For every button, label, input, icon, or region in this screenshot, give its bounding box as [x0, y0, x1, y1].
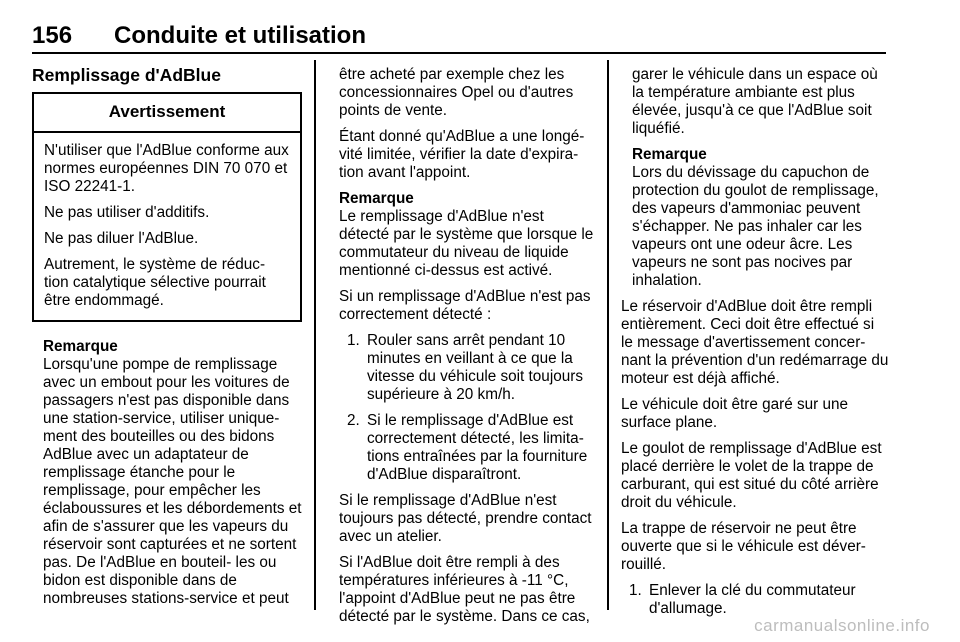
- note-block: [32, 338, 302, 608]
- step-number: 1.: [347, 332, 360, 349]
- paragraph: Si un remplissage d'AdBlue n'est pas correctement détecté :: [339, 288, 591, 323]
- column-2: [339, 66, 595, 634]
- note-block: [339, 190, 595, 280]
- note-text: Le remplissage d'AdBlue n'est détecté par le système que lorsque le commutateur du niveau de liquide mentionné ci-dessus est activé.: [339, 208, 594, 279]
- list-item: [339, 332, 595, 404]
- note-text: Lorsqu'une pompe de remplissage avec un embout pour les voitures de passagers n'est pas disponible dans une station-service, utiliser unique‐ ment des bouteilles ou des bidons AdBlue avec un adaptateur de remplissage étanche pour le remplissage, pour empêcher les éclaboussures et les débordements et afin de s'assurer que les vapeurs du réservoir sont capturées et ne sortent pas. De l'AdBlue en bouteil‐ les ou bidon est disponible dans de nombreuses stations-service et peut: [43, 356, 302, 607]
- paragraph: garer le véhicule dans un espace où la température ambiante est plus élevée, jusqu'à ce que l'AdBlue soit liquéfié.: [632, 66, 878, 137]
- watermark: carmanualsonline.info: [754, 616, 930, 635]
- warning-paragraph: N'utiliser que l'AdBlue conforme aux normes européennes DIN 70 070 et ISO 22241-1.: [44, 142, 289, 195]
- paragraph: Étant donné qu'AdBlue a une longé‐ vité limitée, vérifier la date d'expira‐ tion avant l'appoint.: [339, 128, 585, 181]
- steps-list: [339, 332, 595, 484]
- paragraph: Si le remplissage d'AdBlue n'est toujours pas détecté, prendre contact avec un atelier.: [339, 492, 592, 545]
- steps-list: [621, 582, 889, 618]
- list-item: [339, 412, 595, 484]
- warning-box: [32, 92, 302, 322]
- page-number: 156: [32, 22, 73, 49]
- step-number: 1.: [629, 582, 642, 599]
- warning-paragraph: Ne pas utiliser d'additifs.: [44, 204, 210, 221]
- note-label: Remarque: [632, 146, 707, 163]
- column-3: [621, 66, 889, 626]
- paragraph: Le véhicule doit être garé sur une surface plane.: [621, 396, 849, 431]
- column-1: [32, 66, 302, 608]
- paragraph: Le réservoir d'AdBlue doit être rempli entièrement. Ceci doit être effectué si le message d'avertissement concer‐ nant la prévention d'un redémarrage du moteur est déjà affiché.: [621, 298, 889, 387]
- step-text: Enlever la clé du commutateur d'allumage.: [649, 582, 856, 617]
- header-rule: [32, 52, 886, 54]
- note-text: Lors du dévissage du capuchon de protection du goulot de remplissage, des vapeurs d'ammoniac peuvent s'échapper. Ne pas inhaler car les vapeurs ont une odeur âcre. Les vapeurs ne sont pas nocives par inhalation.: [632, 164, 879, 289]
- note-label: Remarque: [339, 190, 414, 207]
- step-text: Rouler sans arrêt pendant 10 minutes en veillant à ce que la vitesse du véhicule soit toujours supérieure à 20 km/h.: [367, 332, 583, 403]
- step-text: Si le remplissage d'AdBlue est correctement détecté, les limita‐ tions entraînées par la fourniture d'AdBlue disparaîtront.: [367, 412, 588, 483]
- list-item: [621, 582, 889, 618]
- warning-paragraph: Autrement, le système de réduc‐ tion catalytique sélective pourrait être endommagé.: [44, 256, 266, 309]
- section-heading: Remplissage d'AdBlue: [32, 65, 221, 85]
- note-label: Remarque: [43, 338, 118, 355]
- note-block: [621, 146, 889, 290]
- paragraph: Le goulot de remplissage d'AdBlue est placé derrière le volet de la trappe de carburant, qui est situé du côté arrière droit du véhicule.: [621, 440, 882, 511]
- column-divider: [607, 60, 609, 610]
- paragraph: être acheté par exemple chez les concessionnaires Opel ou d'autres points de vente.: [339, 66, 574, 119]
- paragraph: Si l'AdBlue doit être rempli à des températures inférieures à -11 °C, l'appoint d'AdBlue peut ne pas être détecté par le système. Dans ce cas,: [339, 554, 590, 625]
- column-divider: [314, 60, 316, 610]
- step-number: 2.: [347, 412, 360, 429]
- chapter-title: Conduite et utilisation: [114, 22, 366, 49]
- paragraph: La trappe de réservoir ne peut être ouverte que si le véhicule est déver‐ rouillé.: [621, 520, 866, 573]
- page-header: [32, 22, 886, 52]
- warning-title: Avertissement: [34, 94, 300, 133]
- warning-body: [34, 133, 300, 320]
- warning-paragraph: Ne pas diluer l'AdBlue.: [44, 230, 199, 247]
